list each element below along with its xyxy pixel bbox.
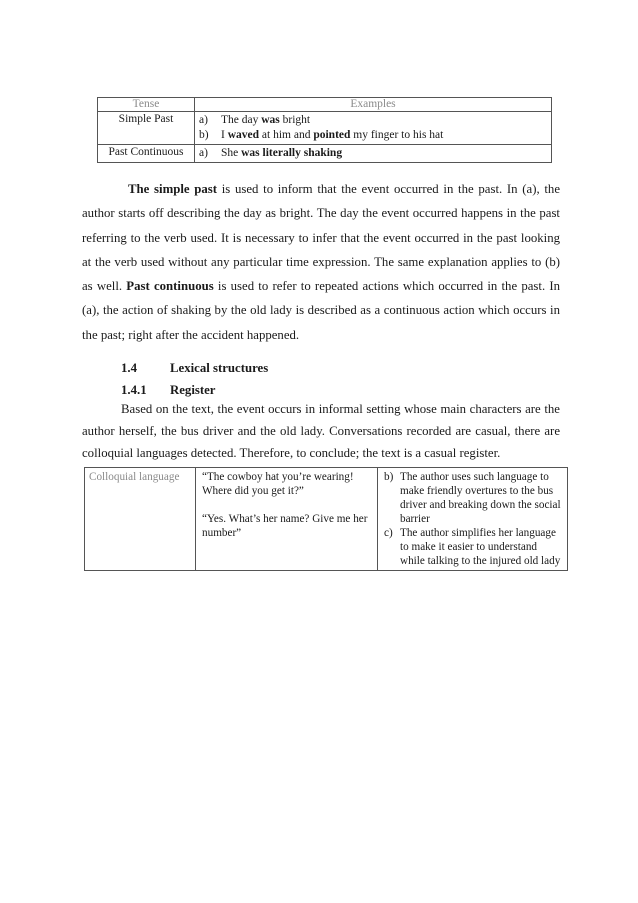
tense-cell: Simple Past xyxy=(98,112,195,145)
examples-cell xyxy=(195,145,552,163)
examples-cell xyxy=(195,112,552,145)
header-tense: Tense xyxy=(98,98,195,112)
example-marker: a) xyxy=(199,114,208,126)
table-row xyxy=(98,112,552,145)
colloquial-language-table xyxy=(84,467,568,571)
tense-cell: Past Continuous xyxy=(98,145,195,163)
example-line xyxy=(199,113,547,128)
quotes-cell xyxy=(196,468,378,571)
table-row xyxy=(98,145,552,163)
header-examples: Examples xyxy=(195,98,552,112)
example-text: I waved at him and pointed my finger to his hat xyxy=(221,129,444,141)
example-line xyxy=(199,146,547,161)
quote: “The cowboy hat you’re wearing! Where did you get it?” xyxy=(202,471,354,497)
quote: “Yes. What’s her name? Give me her number” xyxy=(202,513,368,539)
note-item xyxy=(384,470,562,526)
table-header-row xyxy=(98,98,552,112)
note-text: The author uses such language to make friendly overtures to the bus driver and breaking down the social barrier xyxy=(400,471,561,525)
table-row xyxy=(85,468,568,571)
example-text: The day was bright xyxy=(221,114,311,126)
note-item xyxy=(384,526,562,568)
section-title: Lexical structures xyxy=(170,361,269,375)
note-marker: c) xyxy=(384,527,393,539)
section-number: 1.4 xyxy=(121,361,137,375)
example-marker: a) xyxy=(199,147,208,159)
tense-examples-table xyxy=(97,97,552,163)
simple-past-paragraph: The simple past is used to inform that the event occurred in the past. In (a), the author starts off describing the day as bright. The day the event occurred happens in the past referring to the verb used. It is necessary to infer that the event occurred in the past looking at the verb used without any particular time expression. The same explanation applies to (b) as well. Past continuous is used to refer to repeated actions which occurred in the past. In (a), the action of shaking by the old lady is described as a continuous action which occurs in the past; right after the accident happened. xyxy=(82,182,560,342)
note-marker: b) xyxy=(384,471,394,483)
example-text: She was literally shaking xyxy=(221,147,343,159)
colloquial-label: Colloquial language xyxy=(85,468,196,571)
subsection-number: 1.4.1 xyxy=(121,383,147,397)
subsection-title: Register xyxy=(170,383,216,397)
example-line xyxy=(199,128,547,143)
notes-cell xyxy=(378,468,568,571)
register-paragraph: Based on the text, the event occurs in informal setting whose main characters are the author herself, the bus driver and the old lady. Conversations recorded are casual, there are colloquial languages detected. Therefore, to conclude; the text is a casual register. xyxy=(82,402,560,460)
example-marker: b) xyxy=(199,129,209,141)
note-text: The author simplifies her language to make it easier to understand while talking to the injured old lady xyxy=(400,527,561,567)
